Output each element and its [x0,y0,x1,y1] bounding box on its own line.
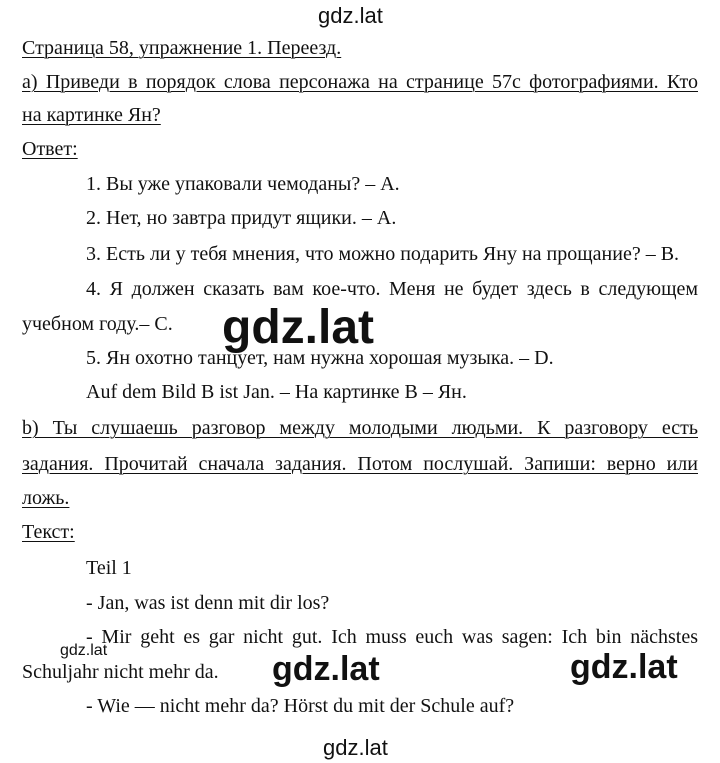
answer-summary: Auf dem Bild B ist Jan. – На картинке В – Ян. [86,381,467,403]
watermark-center: gdz.lat [222,301,374,354]
watermark-small-left: gdz.lat [60,642,108,659]
task-b-line-2: задания. Прочитай сначала задания. Потом послушай. Запиши: верно или [22,453,698,475]
task-a-line-1: a) Приведи в порядок слова персонажа на странице 57с фотографиями. Кто [22,71,698,93]
watermark-top: gdz.lat [318,3,383,28]
task-b-line-1: b) Ты слушаешь разговор между молодыми людьми. К разговору есть [22,417,698,439]
text-line-continuation: Schuljahr nicht mehr da. [22,661,219,683]
answer-label: Ответ: [22,138,78,160]
answer-item: 4. Я должен сказать вам кое-что. Меня не будет здесь в следующем [86,278,698,300]
task-a-line-2: на картинке Ян? [22,104,161,126]
task-b-line-3: ложь. [22,487,70,509]
answer-item-continuation: учебном году.– С. [22,313,173,335]
text-line: Teil 1 [86,557,132,579]
answer-item: 3. Есть ли у тебя мнения, что можно подарить Яну на прощание? – B. [86,243,680,265]
text-line: - Wie — nicht mehr da? Hörst du mit der Schule auf? [86,695,515,717]
watermark-bottom-right: gdz.lat [570,648,678,686]
text-line: - Jan, was ist denn mit dir los? [86,592,330,614]
answer-item: 5. Ян охотно танцует, нам нужна хорошая музыка. – D. [86,347,554,369]
text-line: - Mir geht es gar nicht gut. Ich muss euch was sagen: Ich bin nächstes [86,626,698,648]
page-heading: Страница 58, упражнение 1. Переезд. [22,37,342,59]
watermark-bottom: gdz.lat [323,735,388,760]
text-label: Текст: [22,521,75,543]
watermark-bottom-center: gdz.lat [272,650,380,688]
answer-item: 1. Вы уже упаковали чемоданы? – А. [86,173,400,195]
answer-item: 2. Нет, но завтра придут ящики. – А. [86,207,397,229]
